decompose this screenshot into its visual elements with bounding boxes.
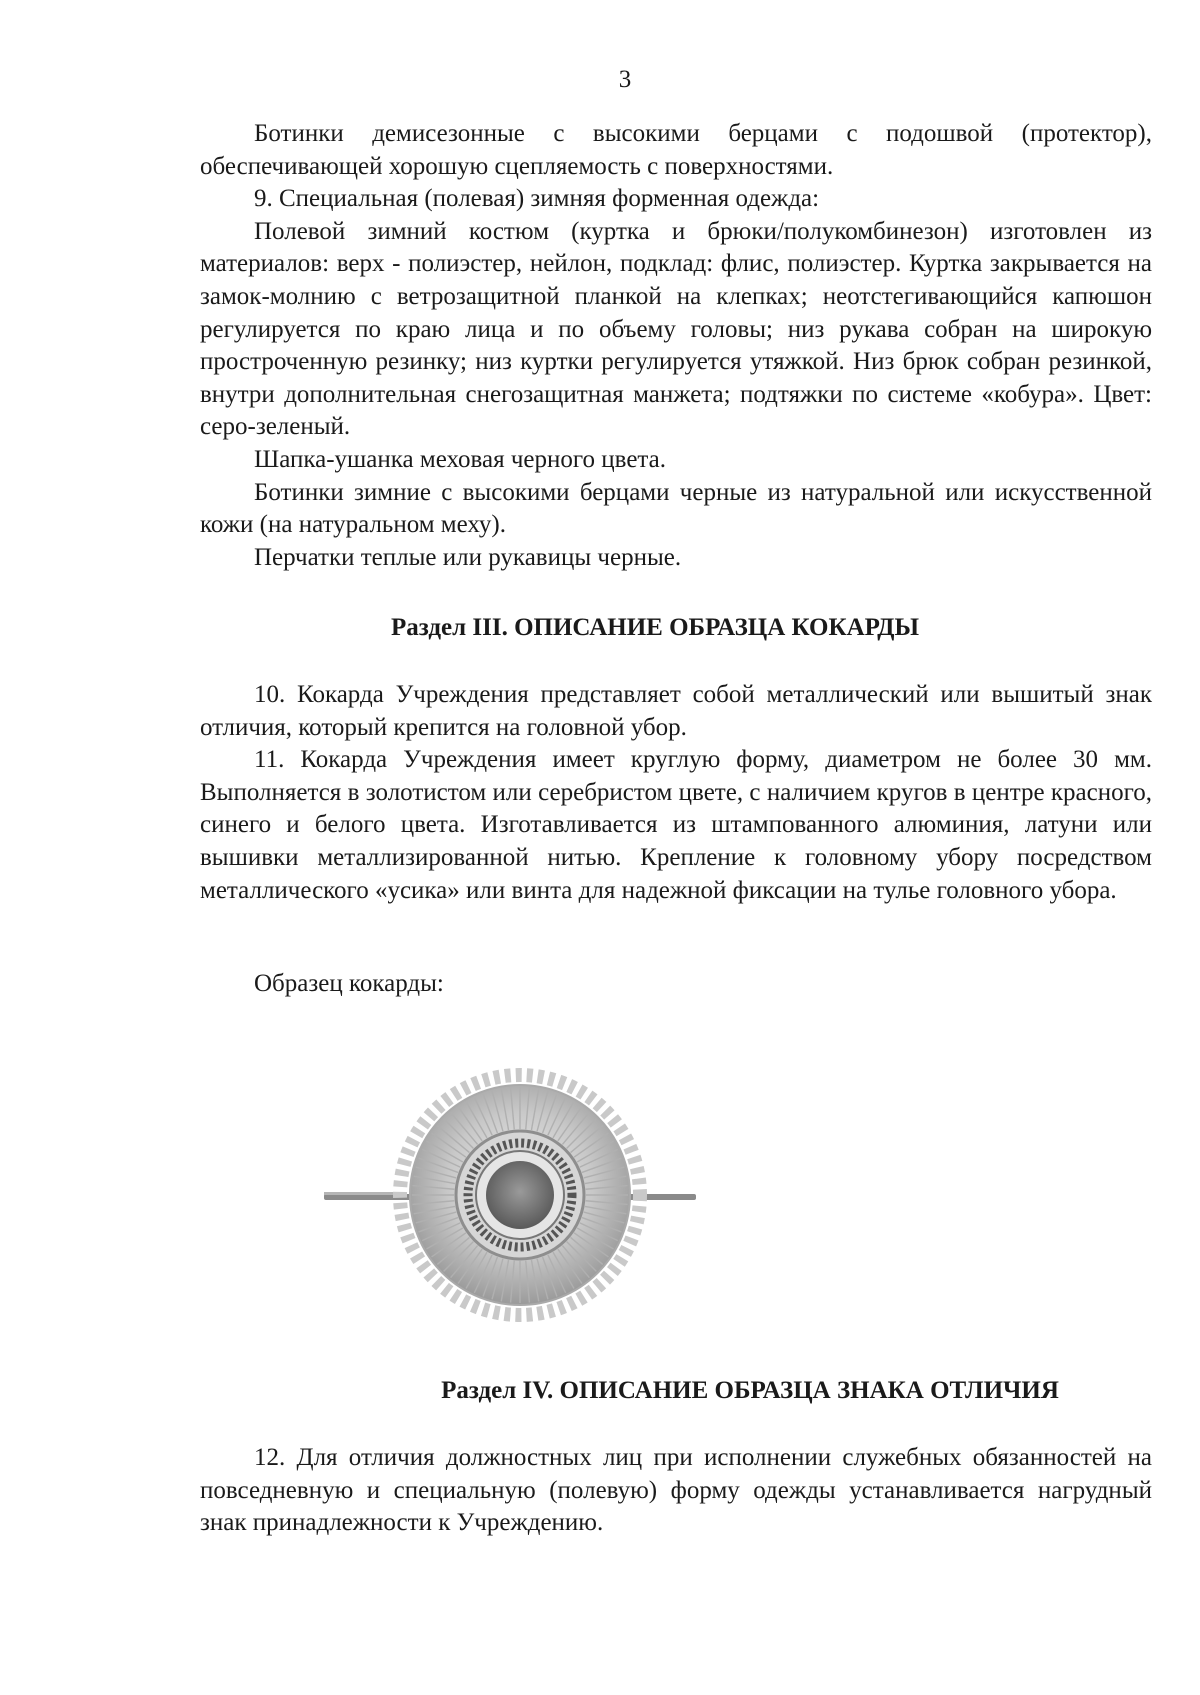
clothing-description-block xyxy=(200,118,1152,574)
paragraph-fur-hat: Шапка-ушанка меховая черного цвета. xyxy=(254,445,666,473)
cockade-image xyxy=(320,1035,700,1365)
paragraph-item-9: 9. Специальная (полевая) зимняя форменная одежда: xyxy=(254,185,820,213)
cockade-description-block xyxy=(200,679,1152,907)
page-number: 3 xyxy=(618,66,632,93)
paragraph-item-10: 10. Кокарда Учреждения представляет собой металлический или вышитый знак отличия, который крепится на головной убор. xyxy=(200,681,1152,741)
paragraph-item-12: 12. Для отличия должностных лиц при исполнении служебных обязанностей на повседневную и специальную (полевую) форму одежды устанавливается нагрудный знак принадлежности к Учреждению. xyxy=(200,1444,1152,1537)
cockade-sample-label: Образец кокарды: xyxy=(254,970,444,997)
paragraph-demiseason-boots: Ботинки демисезонные с высокими берцами с подошвой (протектор), обеспечивающей хорошую сцепляемость с поверхностями. xyxy=(200,120,1152,180)
paragraph-winter-boots: Ботинки зимние с высокими берцами черные из натуральной или искусственной кожи (на натуральном меху). xyxy=(200,478,1152,539)
paragraph-gloves: Перчатки теплые или рукавицы черные. xyxy=(254,543,682,571)
badge-description-block xyxy=(200,1442,1152,1540)
paragraph-item-11: 11. Кокарда Учреждения имеет круглую форму, диаметром не более 30 мм. Выполняется в золотистом или серебристом цвете, с наличием кругов в центре красного, синего и белого цвета. Изготавливается из штампованного алюминия, латуни или вышивки металлизированной нитью. Крепление к головному убору посредством металлического «усика» или винта для надежной фиксации на тулье головного убора. xyxy=(200,746,1152,904)
cockade-center xyxy=(486,1161,554,1229)
paragraph-winter-suit: Полевой зимний костюм (куртка и брюки/полукомбинезон) изготовлен из материалов: верх - полиэстер, нейлон, подклад: флис, полиэстер. Куртка закрывается на замок-молнию с ветрозащитной планкой на клепках; неотстегивающийся капюшон регулируется по краю лица и по объему головы; низ рукава собран на широкую простроченную резинку; низ куртки регулируется утяжкой. Низ брюк собран резинкой, внутри дополнительная снегозащитная манжета; подтяжки по системе «кобура». Цвет: серо-зеленый. xyxy=(200,217,1152,441)
section-3-heading: Раздел III. ОПИСАНИЕ ОБРАЗЦА КОКАРДЫ xyxy=(391,614,919,641)
section-4-heading: Раздел IV. ОПИСАНИЕ ОБРАЗЦА ЗНАКА ОТЛИЧИЯ xyxy=(441,1377,1059,1404)
